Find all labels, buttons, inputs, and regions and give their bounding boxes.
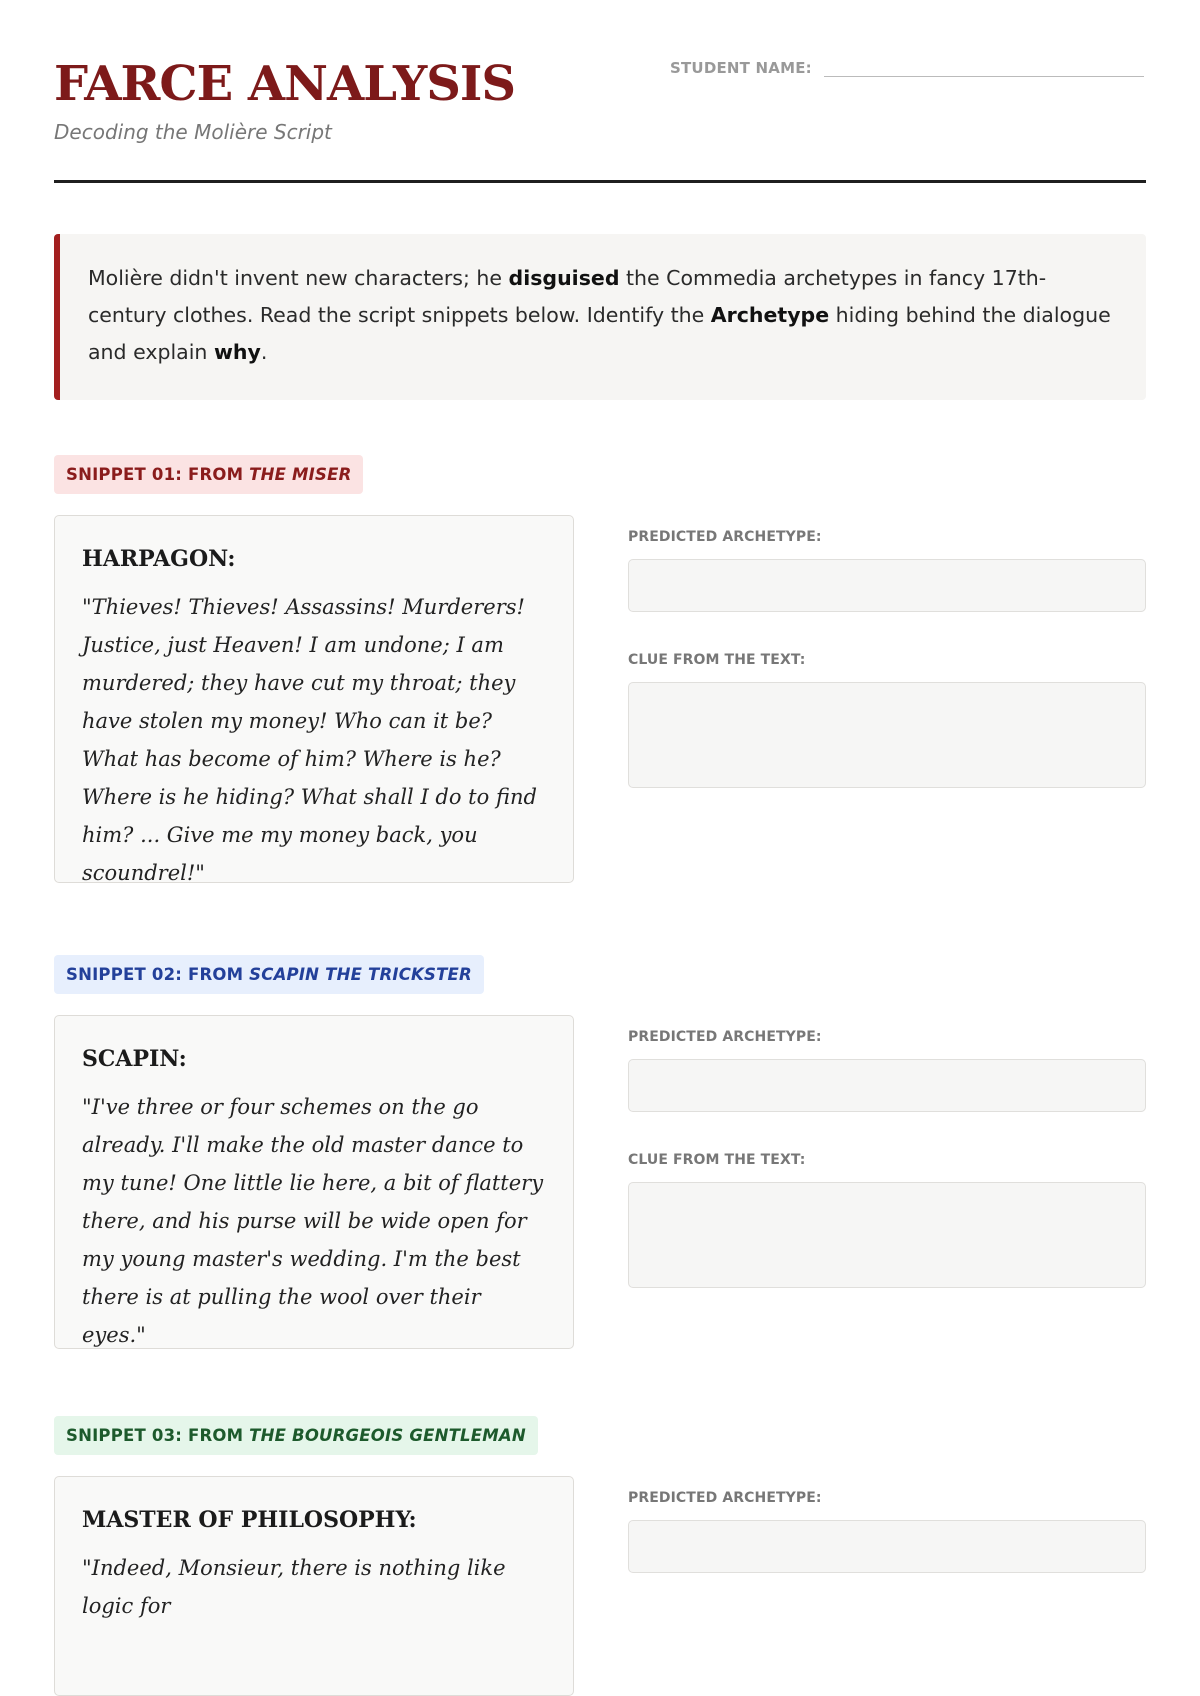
speaker-name: SCAPIN: [82, 1046, 187, 1072]
student-name-field [670, 56, 1144, 77]
predicted-archetype-label: PREDICTED ARCHETYPE: [628, 1490, 822, 1506]
intro-bold: why [213, 340, 261, 364]
snippet-tag-play: THE BOURGEOIS GENTLEMAN [249, 1426, 526, 1445]
script-quote: "Thieves! Thieves! Assassins! Murderers! Justice, just Heaven! I am undone; I am murdered; they have cut my throat; they have stolen my money! Who can it be? What has become of him? Where is he? Where is he hiding? What shall I do to find him? ... Give me my money back, you scoundrel!" [82, 595, 537, 885]
snippet-01 [54, 455, 1146, 885]
snippet-tag-prefix: SNIPPET 03: FROM [66, 1426, 250, 1445]
header [54, 0, 1146, 183]
snippet-02 [54, 955, 1146, 1347]
predicted-archetype-label: PREDICTED ARCHETYPE: [628, 1029, 822, 1045]
snippet-tag [54, 955, 484, 994]
intro-bold: Archetype [710, 303, 830, 327]
student-name-input[interactable] [824, 56, 1144, 77]
clue-input[interactable] [628, 1182, 1146, 1288]
script-box [54, 1015, 574, 1349]
student-name-label: STUDENT NAME: [670, 59, 812, 77]
script-box [54, 1476, 574, 1696]
answer-fields [628, 1015, 1146, 1288]
script-box [54, 515, 574, 883]
intro-text: hiding behind the dialogue and explain [88, 303, 1111, 364]
intro-bold: disguised [508, 266, 620, 290]
intro-callout [54, 234, 1146, 400]
speaker-name: HARPAGON: [82, 546, 236, 572]
snippet-tag-play: THE MISER [249, 465, 352, 484]
intro-text: . [260, 340, 268, 364]
page-title: FARCE ANALYSIS [54, 56, 515, 112]
snippet-tag [54, 1416, 538, 1455]
script-quote: "I've three or four schemes on the go already. I'll make the old master dance to my tune! One little lie here, a bit of flattery there, and his purse will be wide open for my young master's wedding. I'm the best there is at pulling the wool over their eyes." [82, 1095, 544, 1347]
page-subtitle: Decoding the Molière Script [54, 120, 332, 144]
intro-text: Molière didn't invent new characters; he [88, 266, 509, 290]
predicted-archetype-input[interactable] [628, 559, 1146, 612]
predicted-archetype-input[interactable] [628, 1520, 1146, 1573]
snippet-tag-prefix: SNIPPET 01: FROM [66, 465, 250, 484]
predicted-archetype-input[interactable] [628, 1059, 1146, 1112]
speaker-name: MASTER OF PHILOSOPHY: [82, 1507, 417, 1533]
predicted-archetype-label: PREDICTED ARCHETYPE: [628, 529, 822, 545]
worksheet-page [54, 0, 1146, 1618]
intro-text: the Commedia archetypes in fancy 17th-century clothes. Read the script snippets below. Identify the [88, 266, 1047, 327]
snippet-03 [54, 1416, 1146, 1618]
script-quote: "Indeed, Monsieur, there is nothing like logic for [82, 1556, 506, 1618]
answer-fields [628, 1476, 1146, 1573]
snippet-tag [54, 455, 363, 494]
clue-input[interactable] [628, 682, 1146, 788]
answer-fields [628, 515, 1146, 788]
snippet-tag-prefix: SNIPPET 02: FROM [66, 965, 250, 984]
snippet-tag-play: SCAPIN THE TRICKSTER [249, 965, 472, 984]
clue-label: CLUE FROM THE TEXT: [628, 652, 806, 668]
clue-label: CLUE FROM THE TEXT: [628, 1152, 806, 1168]
